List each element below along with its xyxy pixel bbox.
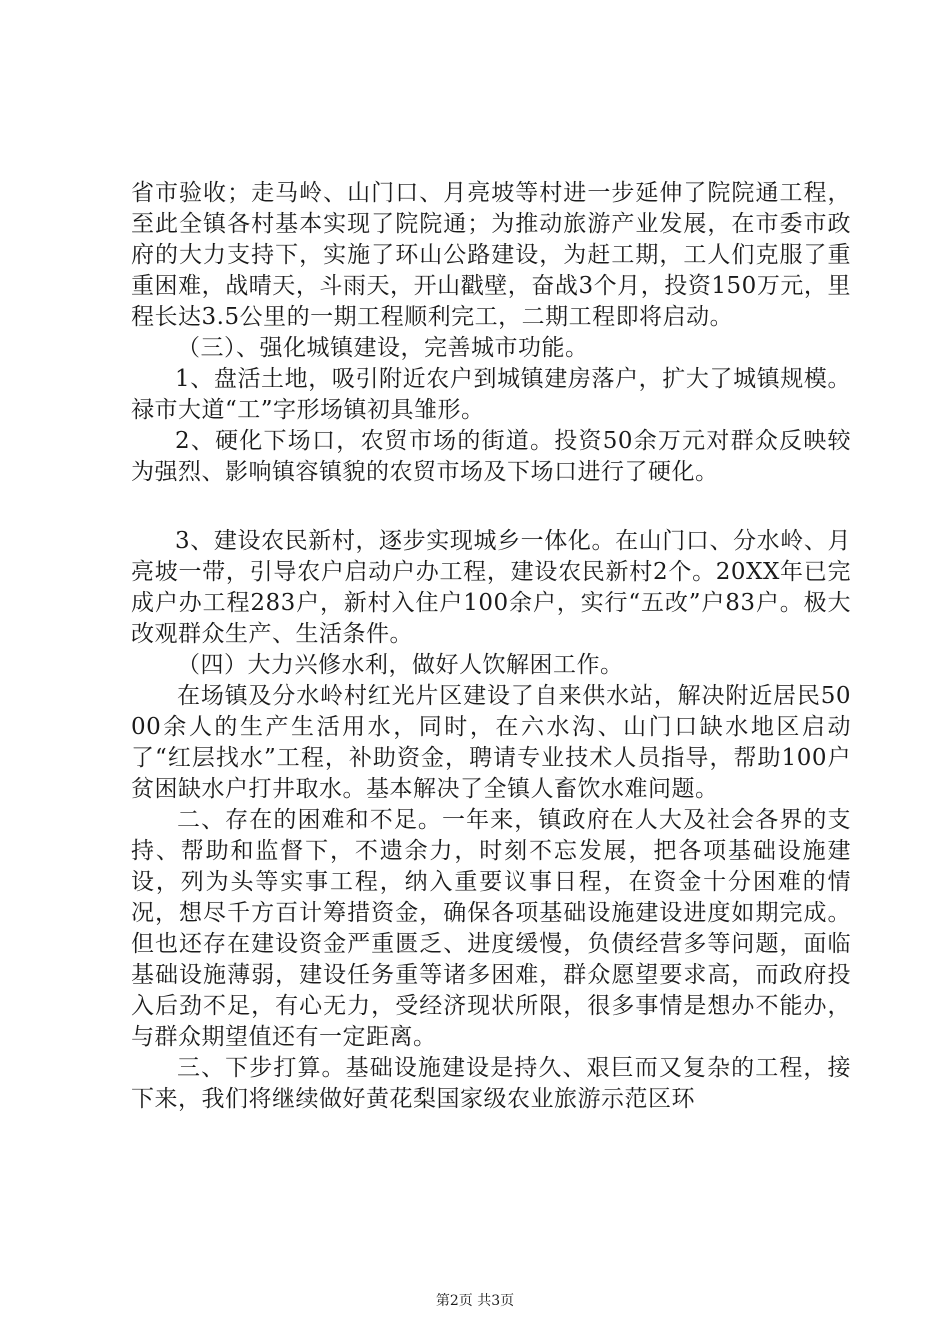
paragraph-water-supply: 在场镇及分水岭村红光片区建设了自来供水站，解决附近居民5000余人的生产生活用水，同时，在六水沟、山门口缺水地区启动了“红层找水”工程，补助资金，聘请专业技术人员指导，帮助100户贫困缺水户打井取水。基本解决了全镇人畜饮水难问题。	[131, 683, 851, 802]
paragraph-next-steps: 三、下步打算。基础设施建设是持久、艰巨而又复杂的工程，接下来，我们将继续做好黄花梨国家级农业旅游示范区环	[131, 1055, 851, 1112]
paragraph-market-hardening: 2、硬化下场口，农贸市场的街道。投资50余万元对群众反映较为强烈、影响镇容镇貌的农贸市场及下场口进行了硬化。	[131, 428, 851, 485]
paragraph-difficulties: 二、存在的困难和不足。一年来，镇政府在人大及社会各界的支持、帮助和监督下，不遗余力，时刻不忘发展，把各项基础设施建设，列为头等实事工程，纳入重要议事日程，在资金十分困难的情况，想尽千方百计筹措资金，确保各项基础设施建设进度如期完成。但也还存在建设资金严重匮乏、进度缓慢，负债经营多等问题，面临基础设施薄弱，建设任务重等诸多困难，群众愿望要求高，而政府投入后劲不足，有心无力，受经济现状所限，很多事情是想办不能办，与群众期望值还有一定距离。	[131, 807, 851, 1050]
document-body	[131, 178, 851, 1115]
paragraph-new-village: 3、建设农民新村，逐步实现城乡一体化。在山门口、分水岭、月亮坡一带，引导农户启动户办工程，建设农民新村2个。20XX年已完成户办工程283户，新村入住户100余户，实行“五改”户83户。极大改观群众生产、生活条件。	[131, 528, 851, 647]
paragraph-land-revitalization: 1、盘活土地，吸引附近农户到城镇建房落户，扩大了城镇规模。禄市大道“工”字形场镇初具雏形。	[131, 366, 851, 423]
heading-town-construction: （三）、强化城镇建设，完善城市功能。	[177, 335, 589, 361]
paragraph-road-construction: 省市验收；走马岭、山门口、月亮坡等村进一步延伸了院院通工程，至此全镇各村基本实现了院院通；为推动旅游产业发展，在市委市政府的大力支持下，实施了环山公路建设，为赶工期，工人们克服了重重困难，战晴天，斗雨天，开山戳壁，奋战3个月，投资150万元，里程长达3.5公里的一期工程顺利完工，二期工程即将启动。	[131, 180, 851, 330]
page-number-footer: 第2页 共3页	[435, 1293, 515, 1309]
heading-water-conservancy: （四）大力兴修水利，做好人饮解困工作。	[177, 652, 624, 678]
paragraph-gap	[131, 488, 851, 526]
